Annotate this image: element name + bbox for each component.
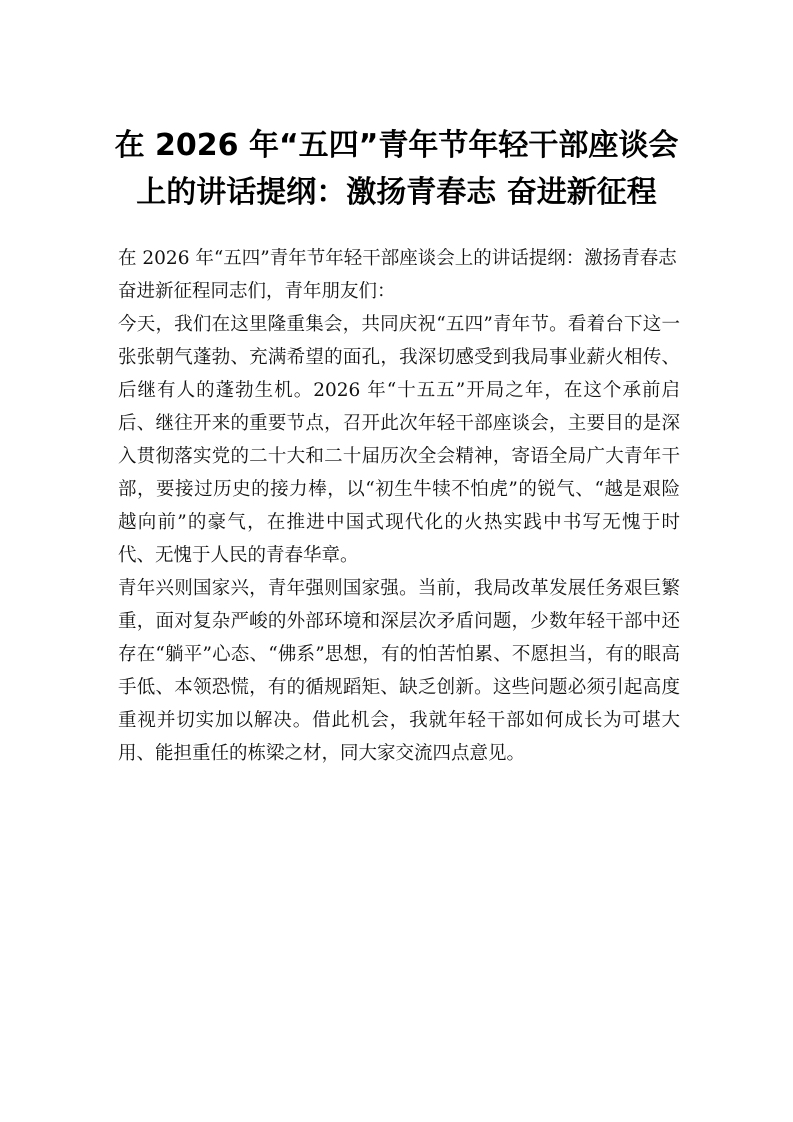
paragraph-heading: 在 2026 年“五四”青年节年轻干部座谈会上的讲话提纲：激扬青春志: [118, 248, 677, 269]
paragraph-problems: 青年兴则国家兴，青年强则国家强。当前，我局改革发展任务艰巨繁重，面对复杂严峻的外部环境和深层次矛盾问题，少数年轻干部中还存在“躺平”心态、“佛系”思想，有的怕苦怕累、不愿担当，有的眼高手低、本领恐慌，有的循规蹈矩、缺乏创新。这些问题必须引起高度重视并切实加以解决。借此机会，我就年轻干部如何成长为可堪大用、能担重任的栋梁之材，同大家交流四点意见。: [118, 578, 680, 764]
paragraph-opening: 今天，我们在这里隆重集会，共同庆祝“五四”青年节。看着台下这一张张朝气蓬勃、充满希望的面孔，我深切感受到我局事业薪火相传、后继有人的蓬勃生机。2026 年“十五五”开局之年，在这个承前启后、继往开来的重要节点，召开此次年轻干部座谈会，主要目的是深入贯彻落实党的二十大和二十届历次全会精神，寄语全局广大青年干部，要接过历史的接力棒，以“初生牛犊不怕虎”的锐气、“越是艰险越向前”的豪气，在推进中国式现代化的火热实践中书写无愧于时代、无愧于人民的青春华章。: [118, 314, 680, 566]
paragraph-salutation: 奋进新征程同志们，青年朋友们：: [118, 281, 396, 302]
title-line-2: 上的讲话提纲：激扬青春志 奋进新征程: [136, 175, 657, 210]
document-title: [110, 122, 683, 216]
title-line-1: 在 2026 年“五四”青年节年轻干部座谈会: [114, 128, 679, 163]
document-body: [118, 242, 680, 770]
